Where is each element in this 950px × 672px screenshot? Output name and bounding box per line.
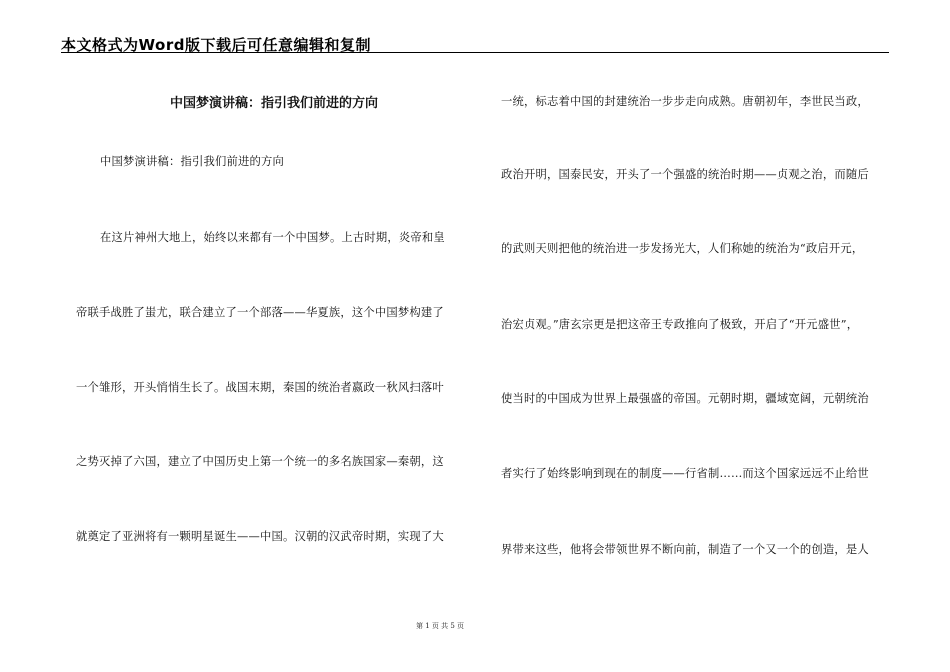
paragraph-line: 一统，标志着中国的封建统治一步步走向成熟。唐朝初年，李世民当政， (501, 95, 869, 108)
paragraph-line: 者实行了始终影响到现在的制度——行省制……而这个国家远远不止给世 (501, 467, 869, 480)
paragraph-line: 政治开明，国泰民安，开头了一个强盛的统治时期——贞观之治，而随后 (501, 168, 869, 181)
document-title: 中国梦演讲稿：指引我们前进的方向 (169, 96, 378, 111)
paragraph-line: 就奠定了亚洲将有一颗明星诞生——中国。汉朝的汉武帝时期，实现了大 (76, 530, 444, 543)
paragraph-line: 治宏贞观。”唐玄宗更是把这帝王专政推向了极致，开启了“开元盛世”， (501, 318, 859, 331)
paragraph-line: 之势灭掉了六国，建立了中国历史上第一个统一的多名族国家—秦朝，这 (76, 455, 444, 468)
paragraph-line: 界带来这些，他将会带领世界不断向前，制造了一个又一个的创造，是人 (501, 543, 869, 556)
page-number: 第 1 页 共 5 页 (415, 622, 465, 630)
paragraph-line: 帝联手战胜了蚩尤，联合建立了一个部落——华夏族，这个中国梦构建了 (76, 306, 444, 319)
header-text: 本文格式为Word版下载后可任意编辑和复制 (61, 36, 371, 54)
paragraph-line: 中国梦演讲稿：指引我们前进的方向 (100, 155, 284, 168)
paragraph-line: 一个雏形，开头悄悄生长了。战国末期，秦国的统治者嬴政一秋风扫落叶 (76, 381, 444, 394)
paragraph-line: 在这片神州大地上，始终以来都有一个中国梦。上古时期，炎帝和皇 (100, 231, 445, 244)
paragraph-line: 的武则天则把他的统治进一步发扬光大，人们称她的统治为“政启开元， (501, 242, 864, 255)
header-divider (61, 52, 889, 53)
paragraph-line: 使当时的中国成为世界上最强盛的帝国。元朝时期，疆域宽阔，元朝统治 (501, 392, 869, 405)
